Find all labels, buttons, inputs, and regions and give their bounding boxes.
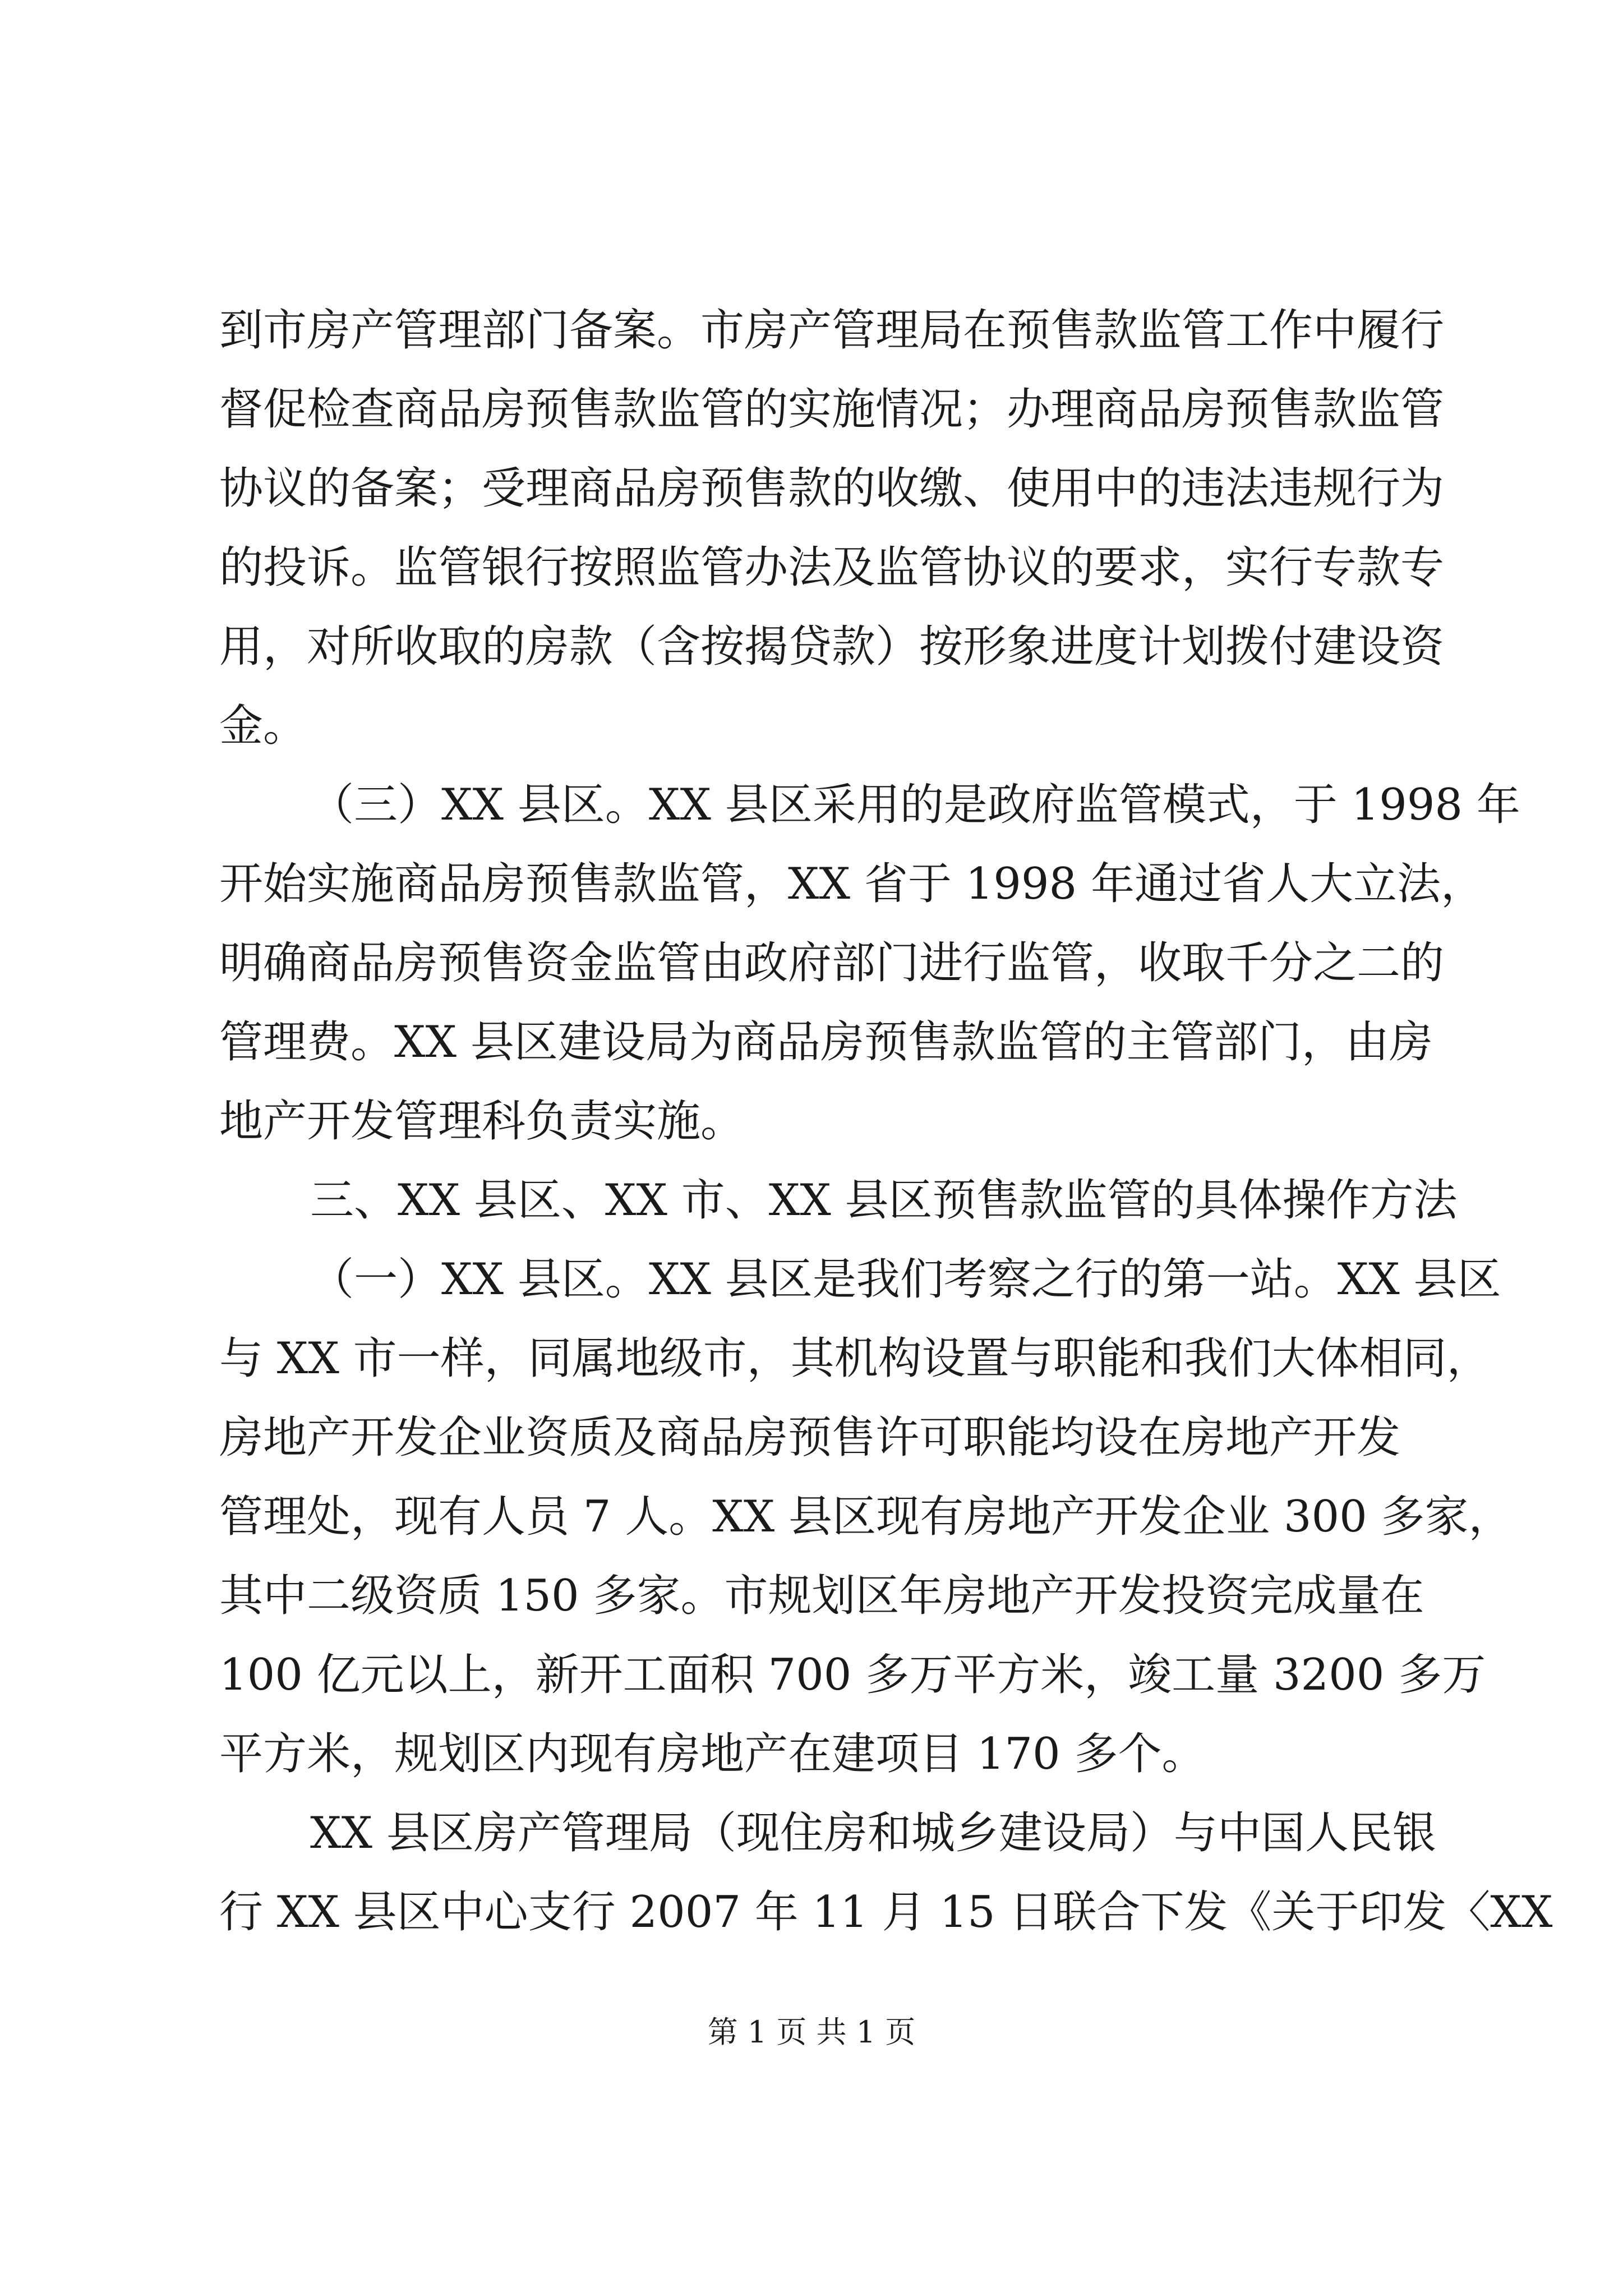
text-line-21: 行 XX 县区中心支行 2007 年 11 月 15 日联合下发《关于印发〈XX bbox=[219, 1887, 1553, 1938]
text-line-3: 协议的备案；受理商品房预售款的收缴、使用中的违法违规行为 bbox=[219, 463, 1445, 514]
text-line-18: 100 亿元以上，新开工面积 700 多万平方米，竣工量 3200 多万 bbox=[219, 1650, 1486, 1700]
text-line-4: 的投诉。监管银行按照监管办法及监管协议的要求，实行专款专 bbox=[219, 542, 1445, 593]
text-line-6: 金。 bbox=[219, 701, 307, 751]
text-line-16: 管理处，现有人员 7 人。XX 县区现有房地产开发企业 300 多家， bbox=[219, 1492, 1513, 1542]
section-heading: 三、XX 县区、XX 市、XX 县区预售款监管的具体操作方法 bbox=[310, 1175, 1458, 1226]
text-line-5: 用，对所收取的房款（含按揭贷款）按形象进度计划拨付建设资 bbox=[219, 622, 1445, 672]
text-line-9: 明确商品房预售资金监管由政府部门进行监管，收取千分之二的 bbox=[219, 938, 1445, 988]
text-line-8: 开始实施商品房预售款监管，XX 省于 1998 年通过省人大立法， bbox=[219, 859, 1484, 909]
page-footer: 第 1 页 共 1 页 bbox=[707, 2014, 916, 2050]
text-line-1: 到市房产管理部门备案。市房产管理局在预售款监管工作中履行 bbox=[219, 305, 1445, 356]
text-line-19: 平方米，规划区内现有房地产在建项目 170 多个。 bbox=[219, 1729, 1206, 1779]
text-line-17: 其中二级资质 150 多家。市规划区年房地产开发投资完成量在 bbox=[219, 1571, 1424, 1621]
text-line-11: 地产开发管理科负责实施。 bbox=[219, 1096, 745, 1147]
text-line-14: 与 XX 市一样，同属地级市，其机构设置与职能和我们大体相同， bbox=[219, 1333, 1491, 1384]
text-line-20: XX 县区房产管理局（现住房和城乡建设局）与中国人民银 bbox=[310, 1808, 1436, 1858]
text-line-2: 督促检查商品房预售款监管的实施情况；办理商品房预售款监管 bbox=[219, 384, 1445, 435]
text-line-7: （三）XX 县区。XX 县区采用的是政府监管模式，于 1998 年 bbox=[310, 780, 1520, 830]
text-line-15: 房地产开发企业资质及商品房预售许可职能均设在房地产开发 bbox=[219, 1412, 1401, 1463]
text-line-13: （一）XX 县区。XX 县区是我们考察之行的第一站。XX 县区 bbox=[310, 1254, 1501, 1305]
text-line-10: 管理费。XX 县区建设局为商品房预售款监管的主管部门，由房 bbox=[219, 1017, 1433, 1068]
